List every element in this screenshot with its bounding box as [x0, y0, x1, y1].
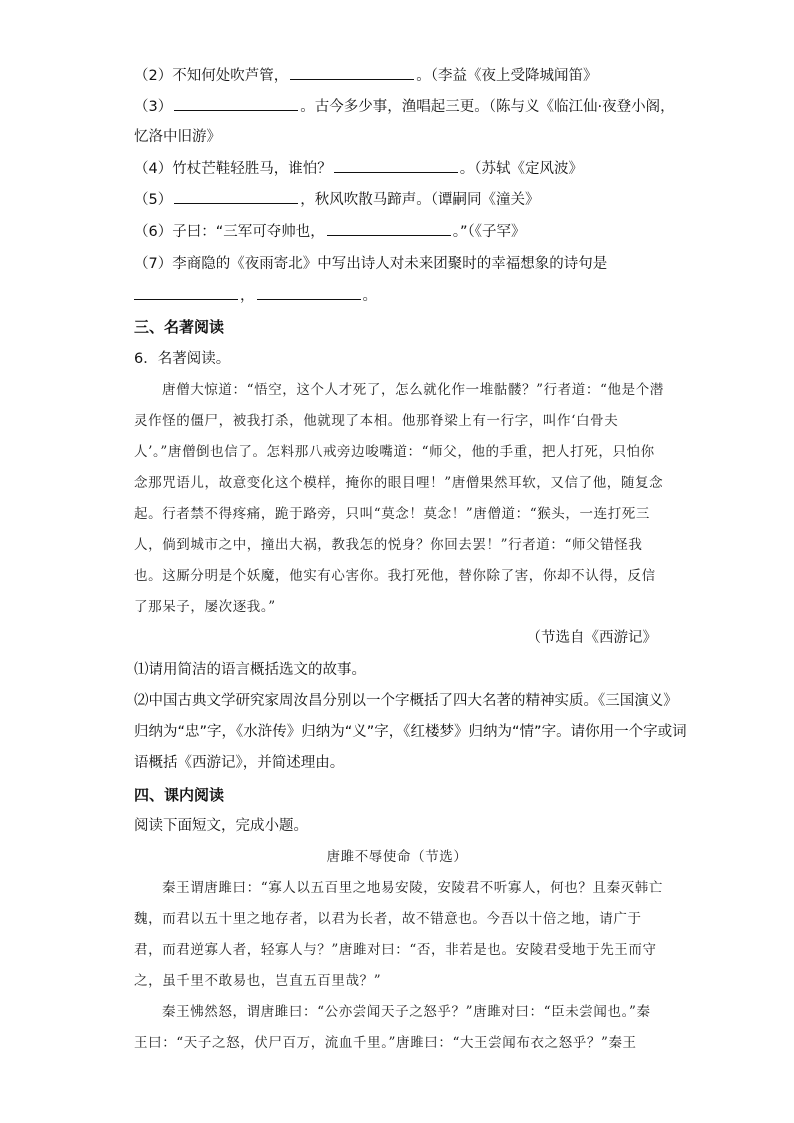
- passage-line: 魏，而君以五十里之地存者，以君为长者，故不错意也。今吾以十倍之地，请广于: [134, 911, 642, 927]
- item-3-source: 忆洛中旧游》: [134, 129, 221, 145]
- excerpt-line: 人，倘到城市之中，撞出大祸，教我怎的悦身？你回去罢！”行者道：“师父错怪我: [134, 537, 643, 553]
- excerpt-line: 灵作怪的僵尸，被我打杀，他就现了本相。他那脊梁上有一行字，叫作‘白骨夫: [134, 413, 619, 429]
- question-6-2-line: ⑵中国古典文学研究家周汝昌分别以一个字概括了四大名著的精神实质。《三国演义》: [134, 693, 678, 709]
- item-3-continuation: [134, 127, 221, 147]
- passage-line: 秦王谓唐雎曰：“寡人以五百里之地易安陵，安陵君不听寡人，何也？且秦灭韩亡: [162, 880, 664, 896]
- excerpt-line: 也。这厮分明是个妖魔，他实有心害你。我打死他，替你除了害，你却不认得，反信: [134, 568, 656, 584]
- answer-blank[interactable]: [174, 98, 298, 111]
- item-7-separator: ，: [240, 288, 255, 304]
- passage-line: 之，虽千里不敢易也，岂直五百里哉？”: [134, 973, 382, 989]
- item-3-text: 。古今多少事，渔唱起三更。（陈与义《临江仙·夜登小阁，: [300, 99, 675, 115]
- item-6-source: 。”（《子罕》: [452, 224, 526, 240]
- item-7-answer: [134, 286, 377, 306]
- item-5-text: ，秋风吹散马蹄声。（谭嗣同《潼关》: [300, 192, 540, 208]
- item-2-source: 。（李益《夜上受降城闻笛》: [416, 68, 598, 84]
- question-6-2-line: 语概括《西游记》，并简述理由。: [134, 755, 345, 771]
- item-6: [134, 222, 526, 242]
- passage-line: 王曰：“天子之怒，伏尸百万，流血千里。”唐雎曰：“大王尝闻布衣之怒乎？”秦王: [134, 1035, 637, 1051]
- excerpt-line: 起。行者禁不得疼痛，跪于路旁，只叫“莫念！莫念！”唐僧道：“猴头，一连打死三: [134, 506, 651, 522]
- section-3-heading: 三、名著阅读: [134, 318, 225, 336]
- excerpt-line: 了那呆子，屡次逐我。”: [134, 599, 276, 615]
- excerpt-line: 念那咒语儿，故意变化这个模样，掩你的眼目哩！”唐僧果然耳软，又信了他，随复念: [134, 475, 664, 491]
- passage-line: 秦王怫然怒，谓唐雎曰：“公亦尝闻天子之怒乎？”唐雎对曰：“臣未尝闻也。”秦: [162, 1004, 651, 1020]
- question-6: 6．名著阅读。: [134, 351, 231, 367]
- passage-title: 唐雎不辱使命（节选）: [326, 849, 468, 865]
- section-4-heading: 四、课内阅读: [134, 786, 225, 804]
- excerpt-line: 人’。”唐僧倒也信了。怎料那八戒旁边唆嘴道：“师父，他的手重，把人打死，只怕你: [134, 444, 655, 460]
- passage-line: 君，而君逆寡人者，轻寡人与？”唐雎对曰：“否，非若是也。安陵君受地于先王而守: [134, 942, 657, 958]
- excerpt-source: （节选自《西游记》: [526, 630, 657, 646]
- item-2: [134, 66, 597, 86]
- answer-blank[interactable]: [257, 287, 361, 300]
- item-7-text: （7）李商隐的《夜雨寄北》中写出诗人对未来团聚时的幸福想象的诗句是: [134, 256, 608, 272]
- item-2-text: （2）不知何处吹芦管，: [134, 68, 289, 84]
- answer-blank[interactable]: [290, 67, 414, 80]
- answer-blank[interactable]: [134, 287, 238, 300]
- item-3: [134, 97, 675, 117]
- item-7: [134, 254, 607, 274]
- question-6-1: ⑴请用简洁的语言概括选文的故事。: [134, 662, 366, 678]
- item-4: [134, 159, 583, 179]
- item-6-text: （6）子曰：“三军可夺帅也，: [134, 224, 325, 240]
- question-6-2-line: 归纳为“忠”字，《水浒传》归纳为“义”字，《红楼梦》归纳为“情”字。请你用一个字或词: [134, 724, 687, 740]
- item-5: [134, 190, 539, 210]
- item-7-end: 。: [362, 288, 377, 304]
- item-3-number: （3）: [134, 99, 173, 115]
- answer-blank[interactable]: [334, 160, 458, 173]
- answer-blank[interactable]: [327, 223, 451, 236]
- item-5-number: （5）: [134, 192, 173, 208]
- item-4-text: （4）竹杖芒鞋轻胜马，谁怕？: [134, 161, 332, 177]
- item-4-source: 。（苏轼《定风波》: [459, 161, 583, 177]
- excerpt-line: 唐僧大惊道：“悟空，这个人才死了，怎么就化作一堆骷髅？”行者道：“他是个潜: [162, 382, 664, 398]
- answer-blank[interactable]: [174, 191, 298, 204]
- reading-instruction: 阅读下面短文，完成小题。: [134, 818, 308, 834]
